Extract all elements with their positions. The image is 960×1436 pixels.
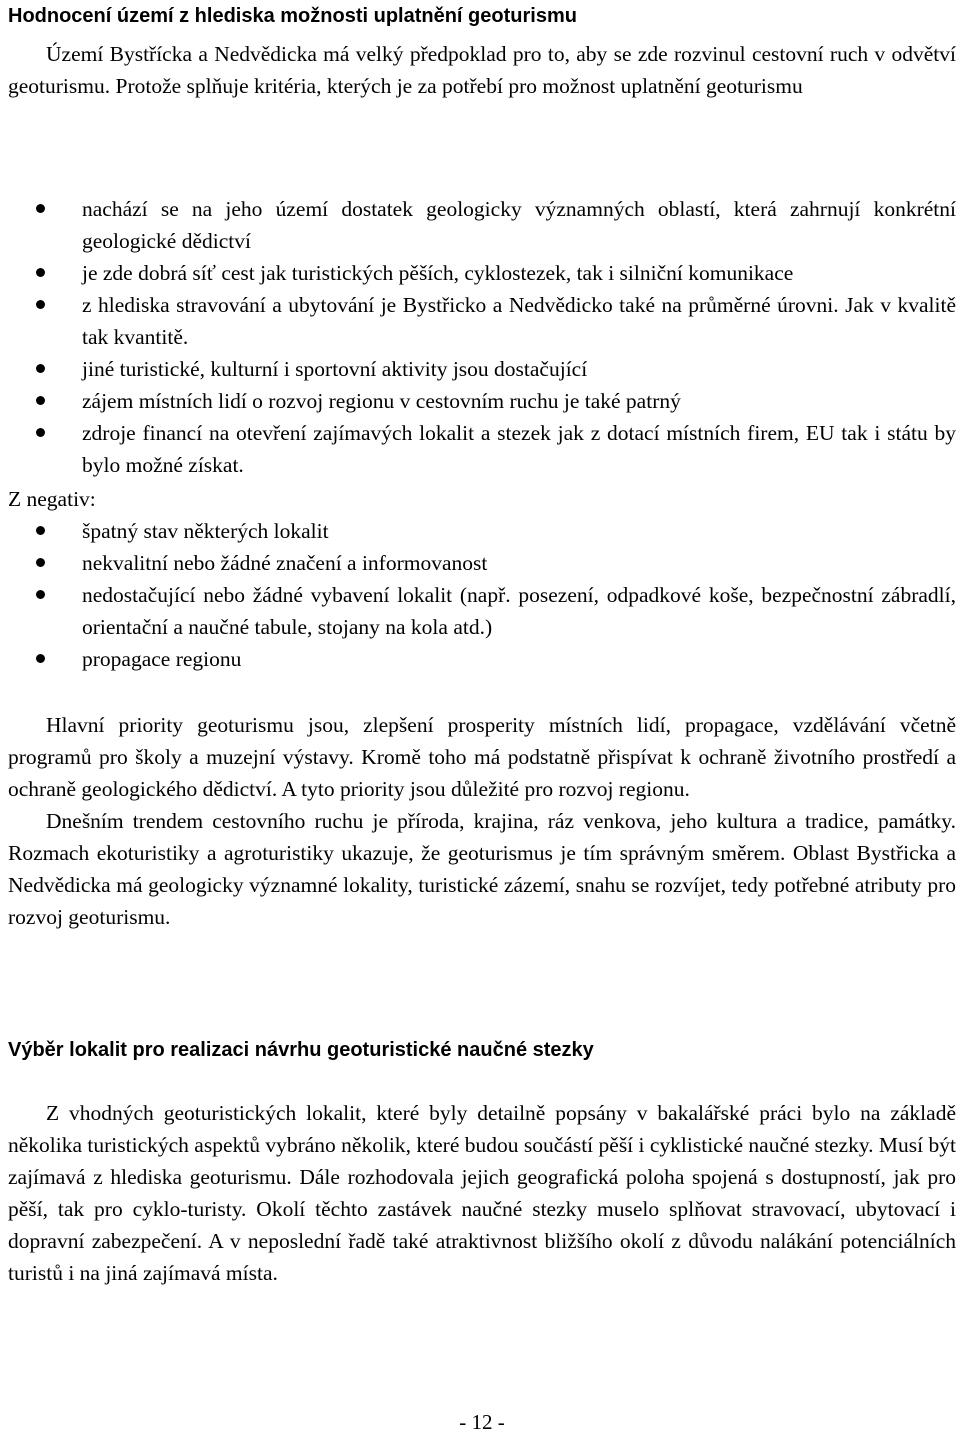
intro-paragraph-block <box>8 38 956 102</box>
list-item: je zde dobrá síť cest jak turistických pěších, cyklostezek, tak i silniční komunikace <box>8 257 956 289</box>
priorities-paragraph: Hlavní priority geoturismu jsou, zlepšení prosperity místních lidí, propagace, vzdělávání včetně programů pro školy a muzejní výstavy. Kromě toho má podstatně přispívat k ochraně životního prostředí a ochraně geologického dědictví. A tyto priority jsou důležité pro rozvoj regionu. <box>8 713 956 801</box>
priorities-paragraph-block <box>8 709 956 933</box>
list-item: nekvalitní nebo žádné značení a informovanost <box>8 547 956 579</box>
list-item: nachází se na jeho území dostatek geologicky významných oblastí, která zahrnují konkrétní geologické dědictví <box>8 193 956 257</box>
negatives-label: Z negativ: <box>8 487 96 511</box>
trend-paragraph: Dnešním trendem cestovního ruchu je příroda, krajina, ráz venkova, jeho kultura a tradice, památky. Rozmach ekoturistiky a agroturistiky ukazuje, že geoturismus je tím správným směrem. Oblast Bystřicka a Nedvědicka má geologicky významné lokality, turistické zázemí, snahu se rozvíjet, tedy potřebné atributy pro rozvoj geoturismu. <box>8 809 956 929</box>
section-heading-evaluation: Hodnocení území z hlediska možnosti uplatnění geoturismu <box>8 5 577 27</box>
list-item: zájem místních lidí o rozvoj regionu v cestovním ruchu je také patrný <box>8 385 956 417</box>
section-heading-selection: Výběr lokalit pro realizaci návrhu geoturistické naučné stezky <box>8 1039 594 1061</box>
intro-paragraph: Území Bystřícka a Nedvědicka má velký předpoklad pro to, aby se zde rozvinul cestovní ruch v odvětví geoturismu. Protože splňuje kritéria, kterých je za potřebí pro možnost uplatnění geoturismu <box>8 42 956 98</box>
negatives-list <box>8 515 956 675</box>
selection-paragraph-block <box>8 1097 956 1289</box>
list-item: zdroje financí na otevření zajímavých lokalit a stezek jak z dotací místních firem, EU tak i státu by bylo možné získat. <box>8 417 956 481</box>
positives-list <box>8 193 956 481</box>
list-item: propagace regionu <box>8 643 956 675</box>
list-item: z hlediska stravování a ubytování je Bystřicko a Nedvědicko také na průměrné úrovni. Jak v kvalitě tak kvantitě. <box>8 289 956 353</box>
positives-list-block <box>8 193 956 481</box>
page-number: - 12 - <box>459 1410 505 1434</box>
list-item: jiné turistické, kulturní i sportovní aktivity jsou dostačující <box>8 353 956 385</box>
selection-paragraph: Z vhodných geoturistických lokalit, které byly detailně popsány v bakalářské práci bylo na základě několika turistických aspektů vybráno několik, které budou součástí pěší i cyklistické naučné stezky. Musí být zajímavá z hlediska geoturismu. Dále rozhodovala jejich geografická poloha spojená s dostupností, jak pro pěší, tak pro cyklo-turisty. Okolí těchto zastávek naučné stezky muselo splňovat stravovací, ubytovací i dopravní zabezpečení. A v neposlední řadě také atraktivnost bližšího okolí z důvodu nalákání potenciálních turistů i na jiná zajímavá místa. <box>8 1101 956 1285</box>
list-item: nedostačující nebo žádné vybavení lokalit (např. posezení, odpadkové koše, bezpečnostní zábradlí, orientační a naučné tabule, stojany na kola atd.) <box>8 579 956 643</box>
negatives-list-block <box>8 515 956 675</box>
list-item: špatný stav některých lokalit <box>8 515 956 547</box>
